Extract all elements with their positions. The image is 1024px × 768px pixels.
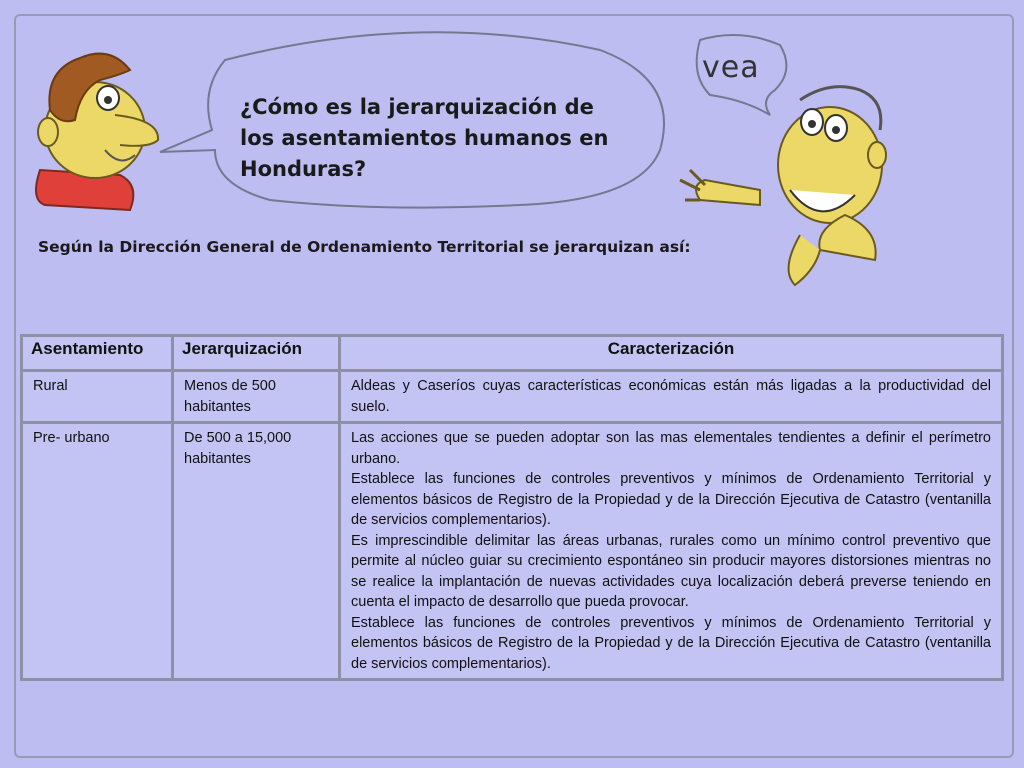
caracterizacion-paragraph: Las acciones que se pueden adoptar son las mas elementales tendientes a definir el perímetro urbano. <box>351 430 991 467</box>
header-jerarquizacion: Jerarquización <box>173 336 340 371</box>
subtitle: Según la Dirección General de Ordenamiento Territorial se jerarquizan así: <box>38 238 691 256</box>
table-header-row <box>22 336 1003 371</box>
cell-jerarquizacion: Menos de 500 habitantes <box>173 371 340 423</box>
table-row <box>22 371 1003 423</box>
header-caracterizacion: Caracterización <box>340 336 1003 371</box>
left-character-icon <box>36 54 158 210</box>
cell-caracterizacion <box>340 423 1003 680</box>
caracterizacion-paragraph: Establece las funciones de controles preventivos y mínimos de Ordenamiento Territorial y elementos básicos de Registro de la Propiedad y de la Dirección Ejecutiva de Catastro (ventanilla de servicios complementarios). <box>351 471 991 528</box>
cell-caracterizacion <box>340 371 1003 423</box>
caracterizacion-paragraph: Establece las funciones de controles preventivos y mínimos de Ordenamiento Territorial y elementos básicos de Registro de la Propiedad y de la Dirección Ejecutiva de Catastro (ventanilla de servicios complementarios). <box>351 614 991 672</box>
caracterizacion-paragraph: Aldeas y Caseríos cuyas características económicas están más ligadas a la productividad del suelo. <box>351 378 991 415</box>
vea-text: vea <box>702 50 760 85</box>
cell-asentamiento: Rural <box>22 371 173 423</box>
question-text: ¿Cómo es la jerarquización de los asentamientos humanos en Honduras? <box>240 95 609 181</box>
caracterizacion-paragraph: Es imprescindible delimitar las áreas urbanas, rurales como un mínimo control preventivo que permite al núcleo guiar su crecimiento espontáneo sin producir mayores distorsiones mientras no se realice la implantación de nuevas actividades cuya localización deberá preverse teniendo en cuenta el impacto de desarrollo que pueda provocar. <box>351 532 991 610</box>
right-character-icon <box>680 87 886 285</box>
table-row <box>22 423 1003 680</box>
header-asentamiento: Asentamiento <box>22 336 173 371</box>
cell-asentamiento: Pre- urbano <box>22 423 173 680</box>
cell-jerarquizacion: De 500 a 15,000 habitantes <box>173 423 340 680</box>
settlement-table <box>20 334 1004 681</box>
